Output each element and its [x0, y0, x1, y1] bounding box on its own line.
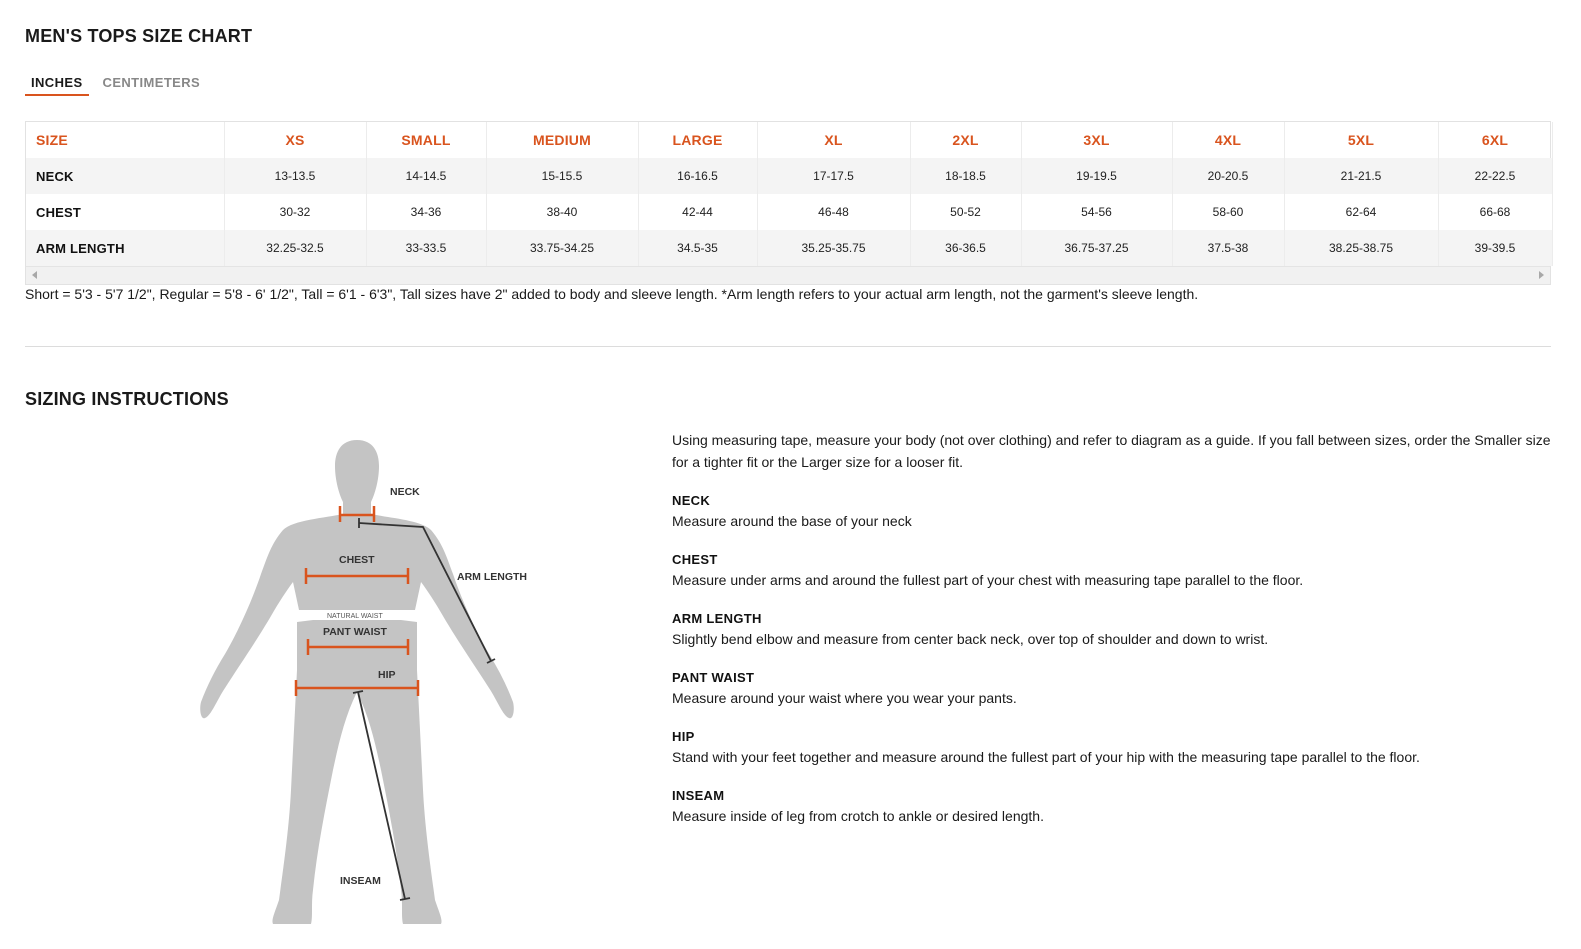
header-cell: 5XL: [1284, 122, 1438, 158]
table-cell: 58-60: [1172, 194, 1284, 230]
fit-note: Short = 5'3 - 5'7 1/2", Regular = 5'8 - 6' 1/2", Tall = 6'1 - 6'3", Tall sizes have 2" added to body and sleeve length. *Arm length refers to your actual arm length, not the garment's sleeve length.: [25, 286, 1199, 302]
table-cell: 39-39.5: [1438, 230, 1552, 266]
row-label: ARM LENGTH: [26, 230, 224, 266]
section-divider: [25, 346, 1551, 347]
instruction-desc: Measure under arms and around the fullest part of your chest with measuring tape parallel to the floor.: [672, 572, 1304, 588]
instruction-title: PANT WAIST: [672, 670, 755, 685]
instruction-neck: [672, 492, 1552, 532]
table-cell: 14-14.5: [366, 158, 486, 194]
body-figure-icon: [165, 430, 565, 930]
instruction-pant-waist: [672, 669, 1552, 709]
diagram-label-neck: NECK: [390, 486, 420, 498]
instruction-inseam: [672, 787, 1552, 827]
table-cell: 46-48: [757, 194, 910, 230]
table-cell: 17-17.5: [757, 158, 910, 194]
table-cell: 36-36.5: [910, 230, 1021, 266]
size-table: [26, 122, 1553, 266]
header-cell: 6XL: [1438, 122, 1552, 158]
instruction-title: INSEAM: [672, 788, 725, 803]
scroll-right-arrow-icon[interactable]: [1539, 271, 1544, 279]
table-cell: 33-33.5: [366, 230, 486, 266]
diagram-label-chest: CHEST: [339, 554, 375, 566]
table-cell: 18-18.5: [910, 158, 1021, 194]
header-cell: 2XL: [910, 122, 1021, 158]
table-cell: 36.75-37.25: [1021, 230, 1172, 266]
diagram-label-hip: HIP: [378, 669, 396, 681]
row-label: CHEST: [26, 194, 224, 230]
table-cell: 34-36: [366, 194, 486, 230]
instruction-hip: [672, 728, 1552, 768]
size-table-container: [25, 121, 1551, 285]
table-cell: 66-68: [1438, 194, 1552, 230]
table-cell: 16-16.5: [638, 158, 757, 194]
table-cell: 22-22.5: [1438, 158, 1552, 194]
tab-centimeters[interactable]: CENTIMETERS: [102, 75, 201, 90]
header-cell: SIZE: [26, 122, 224, 158]
header-cell: XS: [224, 122, 366, 158]
sizing-intro: Using measuring tape, measure your body (not over clothing) and refer to diagram as a guide. If you fall between sizes, order the Smaller size for a tighter fit or the Larger size for a looser fit.: [672, 432, 1551, 470]
table-cell: 32.25-32.5: [224, 230, 366, 266]
table-cell: 50-52: [910, 194, 1021, 230]
table-header-row: [26, 122, 1552, 158]
sizing-instructions: [672, 429, 1552, 827]
table-row: [26, 194, 1552, 230]
table-cell: 62-64: [1284, 194, 1438, 230]
table-cell: 15-15.5: [486, 158, 638, 194]
table-cell: 21-21.5: [1284, 158, 1438, 194]
diagram-label-inseam: INSEAM: [340, 875, 381, 887]
instruction-arm-length: [672, 610, 1552, 650]
table-cell: 19-19.5: [1021, 158, 1172, 194]
instruction-title: CHEST: [672, 552, 718, 567]
instruction-chest: [672, 551, 1552, 591]
table-cell: 38-40: [486, 194, 638, 230]
table-cell: 37.5-38: [1172, 230, 1284, 266]
scroll-left-arrow-icon[interactable]: [32, 271, 37, 279]
row-label: NECK: [26, 158, 224, 194]
diagram-label-arm-length: ARM LENGTH: [457, 571, 527, 583]
table-cell: 42-44: [638, 194, 757, 230]
table-row: [26, 230, 1552, 266]
table-cell: 30-32: [224, 194, 366, 230]
table-cell: 35.25-35.75: [757, 230, 910, 266]
table-cell: 34.5-35: [638, 230, 757, 266]
table-row: [26, 158, 1552, 194]
sizing-instructions-title: SIZING INSTRUCTIONS: [25, 389, 229, 409]
horizontal-scrollbar[interactable]: [26, 266, 1550, 284]
header-cell: XL: [757, 122, 910, 158]
table-cell: 38.25-38.75: [1284, 230, 1438, 266]
unit-tabs: [25, 72, 206, 98]
body-silhouette: [200, 440, 514, 924]
table-cell: 33.75-34.25: [486, 230, 638, 266]
header-cell: SMALL: [366, 122, 486, 158]
header-cell: LARGE: [638, 122, 757, 158]
instruction-desc: Measure inside of leg from crotch to ankle or desired length.: [672, 808, 1044, 824]
instruction-desc: Slightly bend elbow and measure from center back neck, over top of shoulder and down to wrist.: [672, 631, 1269, 647]
tab-inches[interactable]: INCHES: [25, 72, 89, 96]
instruction-desc: Measure around the base of your neck: [672, 513, 912, 529]
instruction-title: HIP: [672, 729, 695, 744]
body-measurement-diagram: [165, 430, 565, 930]
instruction-desc: Measure around your waist where you wear your pants.: [672, 690, 1017, 706]
page-title: MEN'S TOPS SIZE CHART: [25, 26, 253, 46]
table-cell: 20-20.5: [1172, 158, 1284, 194]
instruction-desc: Stand with your feet together and measure around the fullest part of your hip with the measuring tape parallel to the floor.: [672, 749, 1420, 765]
header-cell: 3XL: [1021, 122, 1172, 158]
diagram-label-natural-waist: NATURAL WAIST: [327, 613, 383, 620]
header-cell: 4XL: [1172, 122, 1284, 158]
table-cell: 13-13.5: [224, 158, 366, 194]
instruction-title: ARM LENGTH: [672, 611, 762, 626]
table-cell: 54-56: [1021, 194, 1172, 230]
header-cell: MEDIUM: [486, 122, 638, 158]
diagram-label-pant-waist: PANT WAIST: [323, 626, 387, 638]
instruction-title: NECK: [672, 493, 711, 508]
